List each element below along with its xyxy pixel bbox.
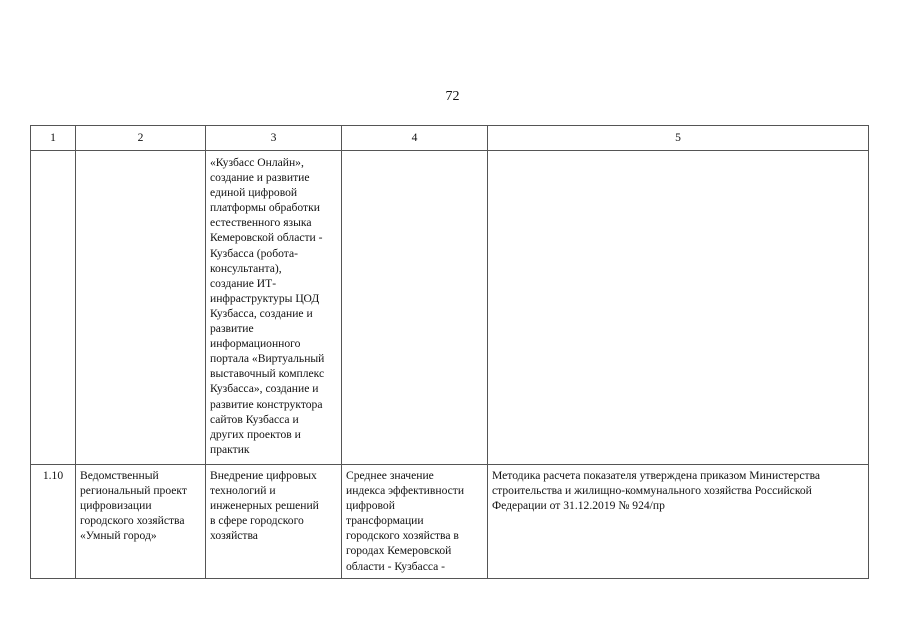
measures-cell: «Кузбасс Онлайн», создание и развитие единой цифровой платформы обработки естественного языка Кемеровской области - Кузбасса (робота- консультанта), создание ИТ- инфраструктуры ЦОД Кузбасса, создание и развитие информационного портала «Виртуальный выставочный комплекс Кузбасса», создание и развитие конструктора сайтов Кузбасса и других проектов и практик: [206, 151, 342, 465]
measures-cell: Внедрение цифровых технологий и инженерных решений в сфере городского хозяйства: [206, 465, 342, 579]
header-col-3: 3: [206, 126, 342, 151]
table-header-row: [31, 126, 869, 151]
indicator-cell: Среднее значение индекса эффективности цифровой трансформации городского хозяйства в городах Кемеровской области - Кузбасса -: [342, 465, 488, 579]
methodology-cell: [488, 151, 869, 465]
methodology-cell: Методика расчета показателя утверждена приказом Министерства строительства и жилищно-коммунального хозяйства Российской Федерации от 31.12.2019 № 924/пр: [488, 465, 869, 579]
table-row: [31, 151, 869, 465]
row-number-cell: 1.10: [31, 465, 76, 579]
document-table: [30, 125, 869, 579]
project-cell: Ведомственный региональный проект цифровизации городского хозяйства «Умный город»: [76, 465, 206, 579]
header-col-2: 2: [76, 126, 206, 151]
header-col-1: 1: [31, 126, 76, 151]
page-number: 72: [445, 89, 460, 104]
project-cell: [76, 151, 206, 465]
indicator-cell: [342, 151, 488, 465]
header-col-4: 4: [342, 126, 488, 151]
header-col-5: 5: [488, 126, 869, 151]
table-row: [31, 465, 869, 579]
row-number-cell: [31, 151, 76, 465]
